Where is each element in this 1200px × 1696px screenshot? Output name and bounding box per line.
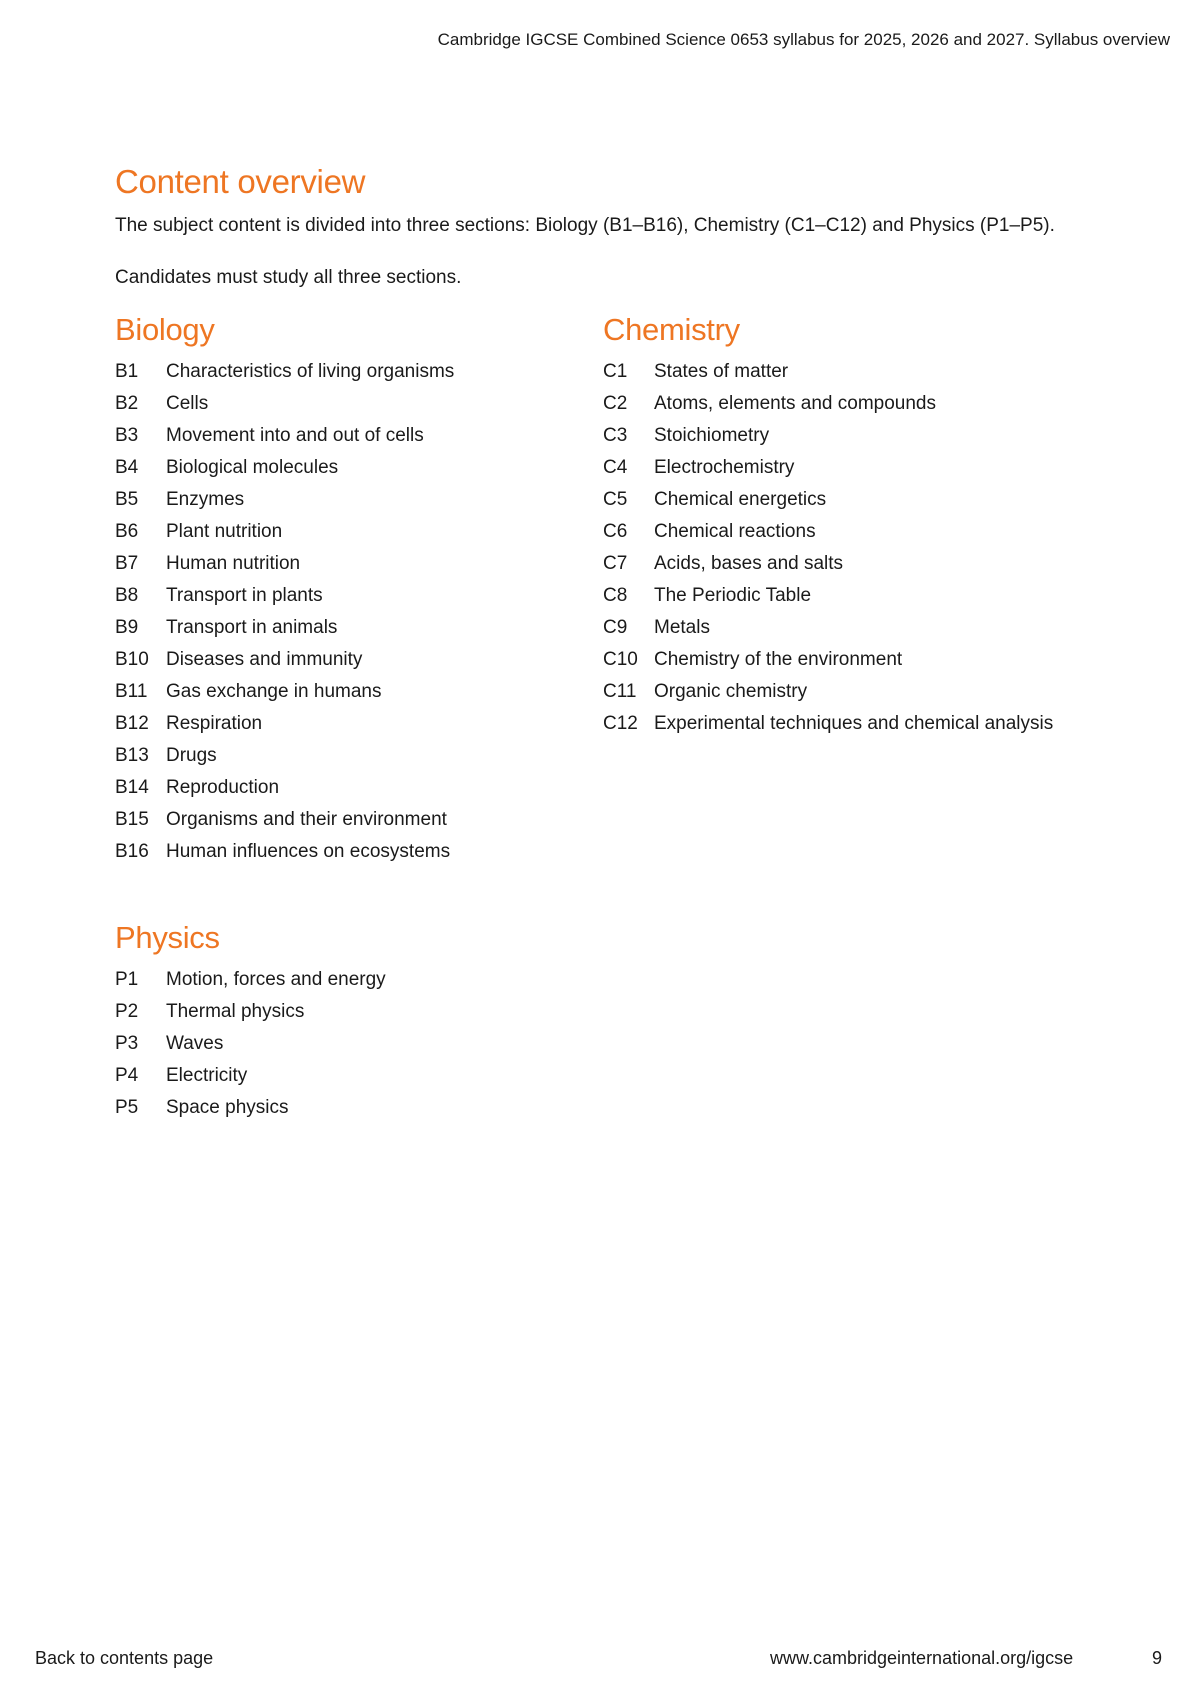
biology-topic-code: B3 (115, 425, 139, 446)
biology-topic-item (115, 484, 454, 516)
chemistry-topic-item (603, 484, 1053, 516)
back-to-contents-link[interactable]: Back to contents page (35, 1648, 214, 1668)
chemistry-topic-item (603, 548, 1053, 580)
chemistry-topic-item (603, 452, 1053, 484)
study-note-paragraph: Candidates must study all three sections. (115, 267, 462, 288)
biology-topic-item (115, 420, 454, 452)
chemistry-topic-name: Metals (654, 617, 710, 638)
biology-topic-code: B9 (115, 617, 139, 638)
chemistry-topic-code: C12 (603, 713, 638, 734)
biology-topic-name: Movement into and out of cells (166, 425, 424, 446)
biology-topic-name: Transport in plants (166, 585, 323, 606)
chemistry-topic-name: Acids, bases and salts (654, 553, 844, 574)
biology-topic-code: B15 (115, 809, 149, 830)
chemistry-topic-code: C2 (603, 393, 628, 414)
biology-topic-code: B12 (115, 713, 149, 734)
biology-topic-code: B8 (115, 585, 139, 606)
biology-topic-code: B2 (115, 393, 139, 414)
biology-topic-code: B6 (115, 521, 139, 542)
chemistry-topic-item (603, 708, 1053, 740)
biology-topic-name: Drugs (166, 745, 217, 766)
biology-topic-code: B4 (115, 457, 139, 478)
biology-topic-code: B1 (115, 361, 139, 382)
chemistry-topic-code: C5 (603, 489, 628, 510)
physics-topic-item (115, 1028, 386, 1060)
chemistry-section-title: Chemistry (603, 312, 740, 347)
chemistry-topic-name: The Periodic Table (654, 585, 812, 606)
chemistry-topic-name: Stoichiometry (654, 425, 770, 446)
biology-topic-code: B5 (115, 489, 139, 510)
biology-topic-code: B14 (115, 777, 149, 798)
chemistry-topic-code: C4 (603, 457, 628, 478)
physics-topic-code: P1 (115, 969, 139, 990)
page-number: 9 (1152, 1648, 1163, 1668)
physics-topic-code: P2 (115, 1001, 139, 1022)
biology-topic-name: Characteristics of living organisms (166, 361, 455, 382)
biology-topic-name: Human influences on ecosystems (166, 841, 451, 862)
physics-topic-list (115, 964, 386, 1124)
biology-topic-name: Diseases and immunity (166, 649, 363, 670)
biology-topic-code: B13 (115, 745, 149, 766)
biology-topic-name: Transport in animals (166, 617, 338, 638)
biology-topic-name: Cells (166, 393, 209, 414)
biology-section-title: Biology (115, 312, 215, 347)
chemistry-topic-name: Chemical energetics (654, 489, 827, 510)
chemistry-topic-item (603, 356, 1053, 388)
chemistry-topic-code: C11 (603, 681, 637, 702)
biology-topic-item (115, 644, 454, 676)
chemistry-topic-code: C7 (603, 553, 628, 574)
biology-topic-code: B10 (115, 649, 149, 670)
chemistry-topic-item (603, 612, 1053, 644)
chemistry-topic-code: C6 (603, 521, 628, 542)
chemistry-topic-item (603, 388, 1053, 420)
biology-topic-item (115, 676, 454, 708)
physics-topic-code: P3 (115, 1033, 139, 1054)
biology-topic-list (115, 356, 454, 868)
chemistry-topic-item (603, 676, 1053, 708)
physics-topic-name: Space physics (166, 1097, 289, 1118)
biology-topic-item (115, 612, 454, 644)
biology-topic-item (115, 548, 454, 580)
physics-topic-item (115, 1092, 386, 1124)
biology-topic-name: Respiration (166, 713, 263, 734)
chemistry-topic-item (603, 644, 1053, 676)
physics-topic-name: Thermal physics (166, 1001, 305, 1022)
biology-topic-name: Plant nutrition (166, 521, 283, 542)
biology-topic-name: Gas exchange in humans (166, 681, 382, 702)
chemistry-topic-code: C10 (603, 649, 638, 670)
physics-topic-name: Electricity (166, 1065, 248, 1086)
document-header-title: Cambridge IGCSE Combined Science 0653 syllabus for 2025, 2026 and 2027. Syllabus overview (437, 30, 1170, 49)
biology-topic-name: Enzymes (166, 489, 245, 510)
biology-topic-item (115, 836, 454, 868)
physics-topic-item (115, 996, 386, 1028)
chemistry-topic-name: Chemistry of the environment (654, 649, 903, 670)
biology-topic-item (115, 388, 454, 420)
biology-topic-name: Reproduction (166, 777, 280, 798)
biology-topic-name: Biological molecules (166, 457, 339, 478)
chemistry-topic-name: Chemical reactions (654, 521, 816, 542)
biology-topic-item (115, 580, 454, 612)
chemistry-topic-code: C9 (603, 617, 628, 638)
chemistry-topic-item (603, 516, 1053, 548)
chemistry-topic-code: C8 (603, 585, 628, 606)
biology-topic-item (115, 356, 454, 388)
chemistry-topic-code: C1 (603, 361, 628, 382)
chemistry-topic-code: C3 (603, 425, 628, 446)
biology-topic-item (115, 740, 454, 772)
physics-topic-code: P5 (115, 1097, 139, 1118)
chemistry-topic-name: States of matter (654, 361, 789, 382)
intro-paragraph: The subject content is divided into three sections: Biology (B1–B16), Chemistry (C1–C12) and Physics (P1–P5). (115, 215, 1055, 236)
biology-topic-name: Organisms and their environment (166, 809, 447, 830)
physics-topic-item (115, 1060, 386, 1092)
physics-section-title: Physics (115, 920, 220, 955)
biology-topic-item (115, 516, 454, 548)
biology-topic-code: B11 (115, 681, 148, 702)
biology-topic-item (115, 804, 454, 836)
chemistry-topic-name: Electrochemistry (654, 457, 795, 478)
biology-topic-code: B16 (115, 841, 149, 862)
chemistry-topic-item (603, 420, 1053, 452)
chemistry-topic-name: Experimental techniques and chemical analysis (654, 713, 1054, 734)
chemistry-topic-name: Atoms, elements and compounds (654, 393, 936, 414)
biology-topic-item (115, 452, 454, 484)
chemistry-topic-list (603, 356, 1053, 740)
chemistry-topic-name: Organic chemistry (654, 681, 808, 702)
biology-topic-item (115, 708, 454, 740)
biology-topic-name: Human nutrition (166, 553, 301, 574)
physics-topic-item (115, 964, 386, 996)
physics-topic-code: P4 (115, 1065, 139, 1086)
physics-topic-name: Waves (166, 1033, 224, 1054)
content-overview-heading: Content overview (115, 163, 366, 200)
website-url: www.cambridgeinternational.org/igcse (770, 1648, 1074, 1668)
chemistry-topic-item (603, 580, 1053, 612)
physics-topic-name: Motion, forces and energy (166, 969, 386, 990)
biology-topic-code: B7 (115, 553, 139, 574)
biology-topic-item (115, 772, 454, 804)
